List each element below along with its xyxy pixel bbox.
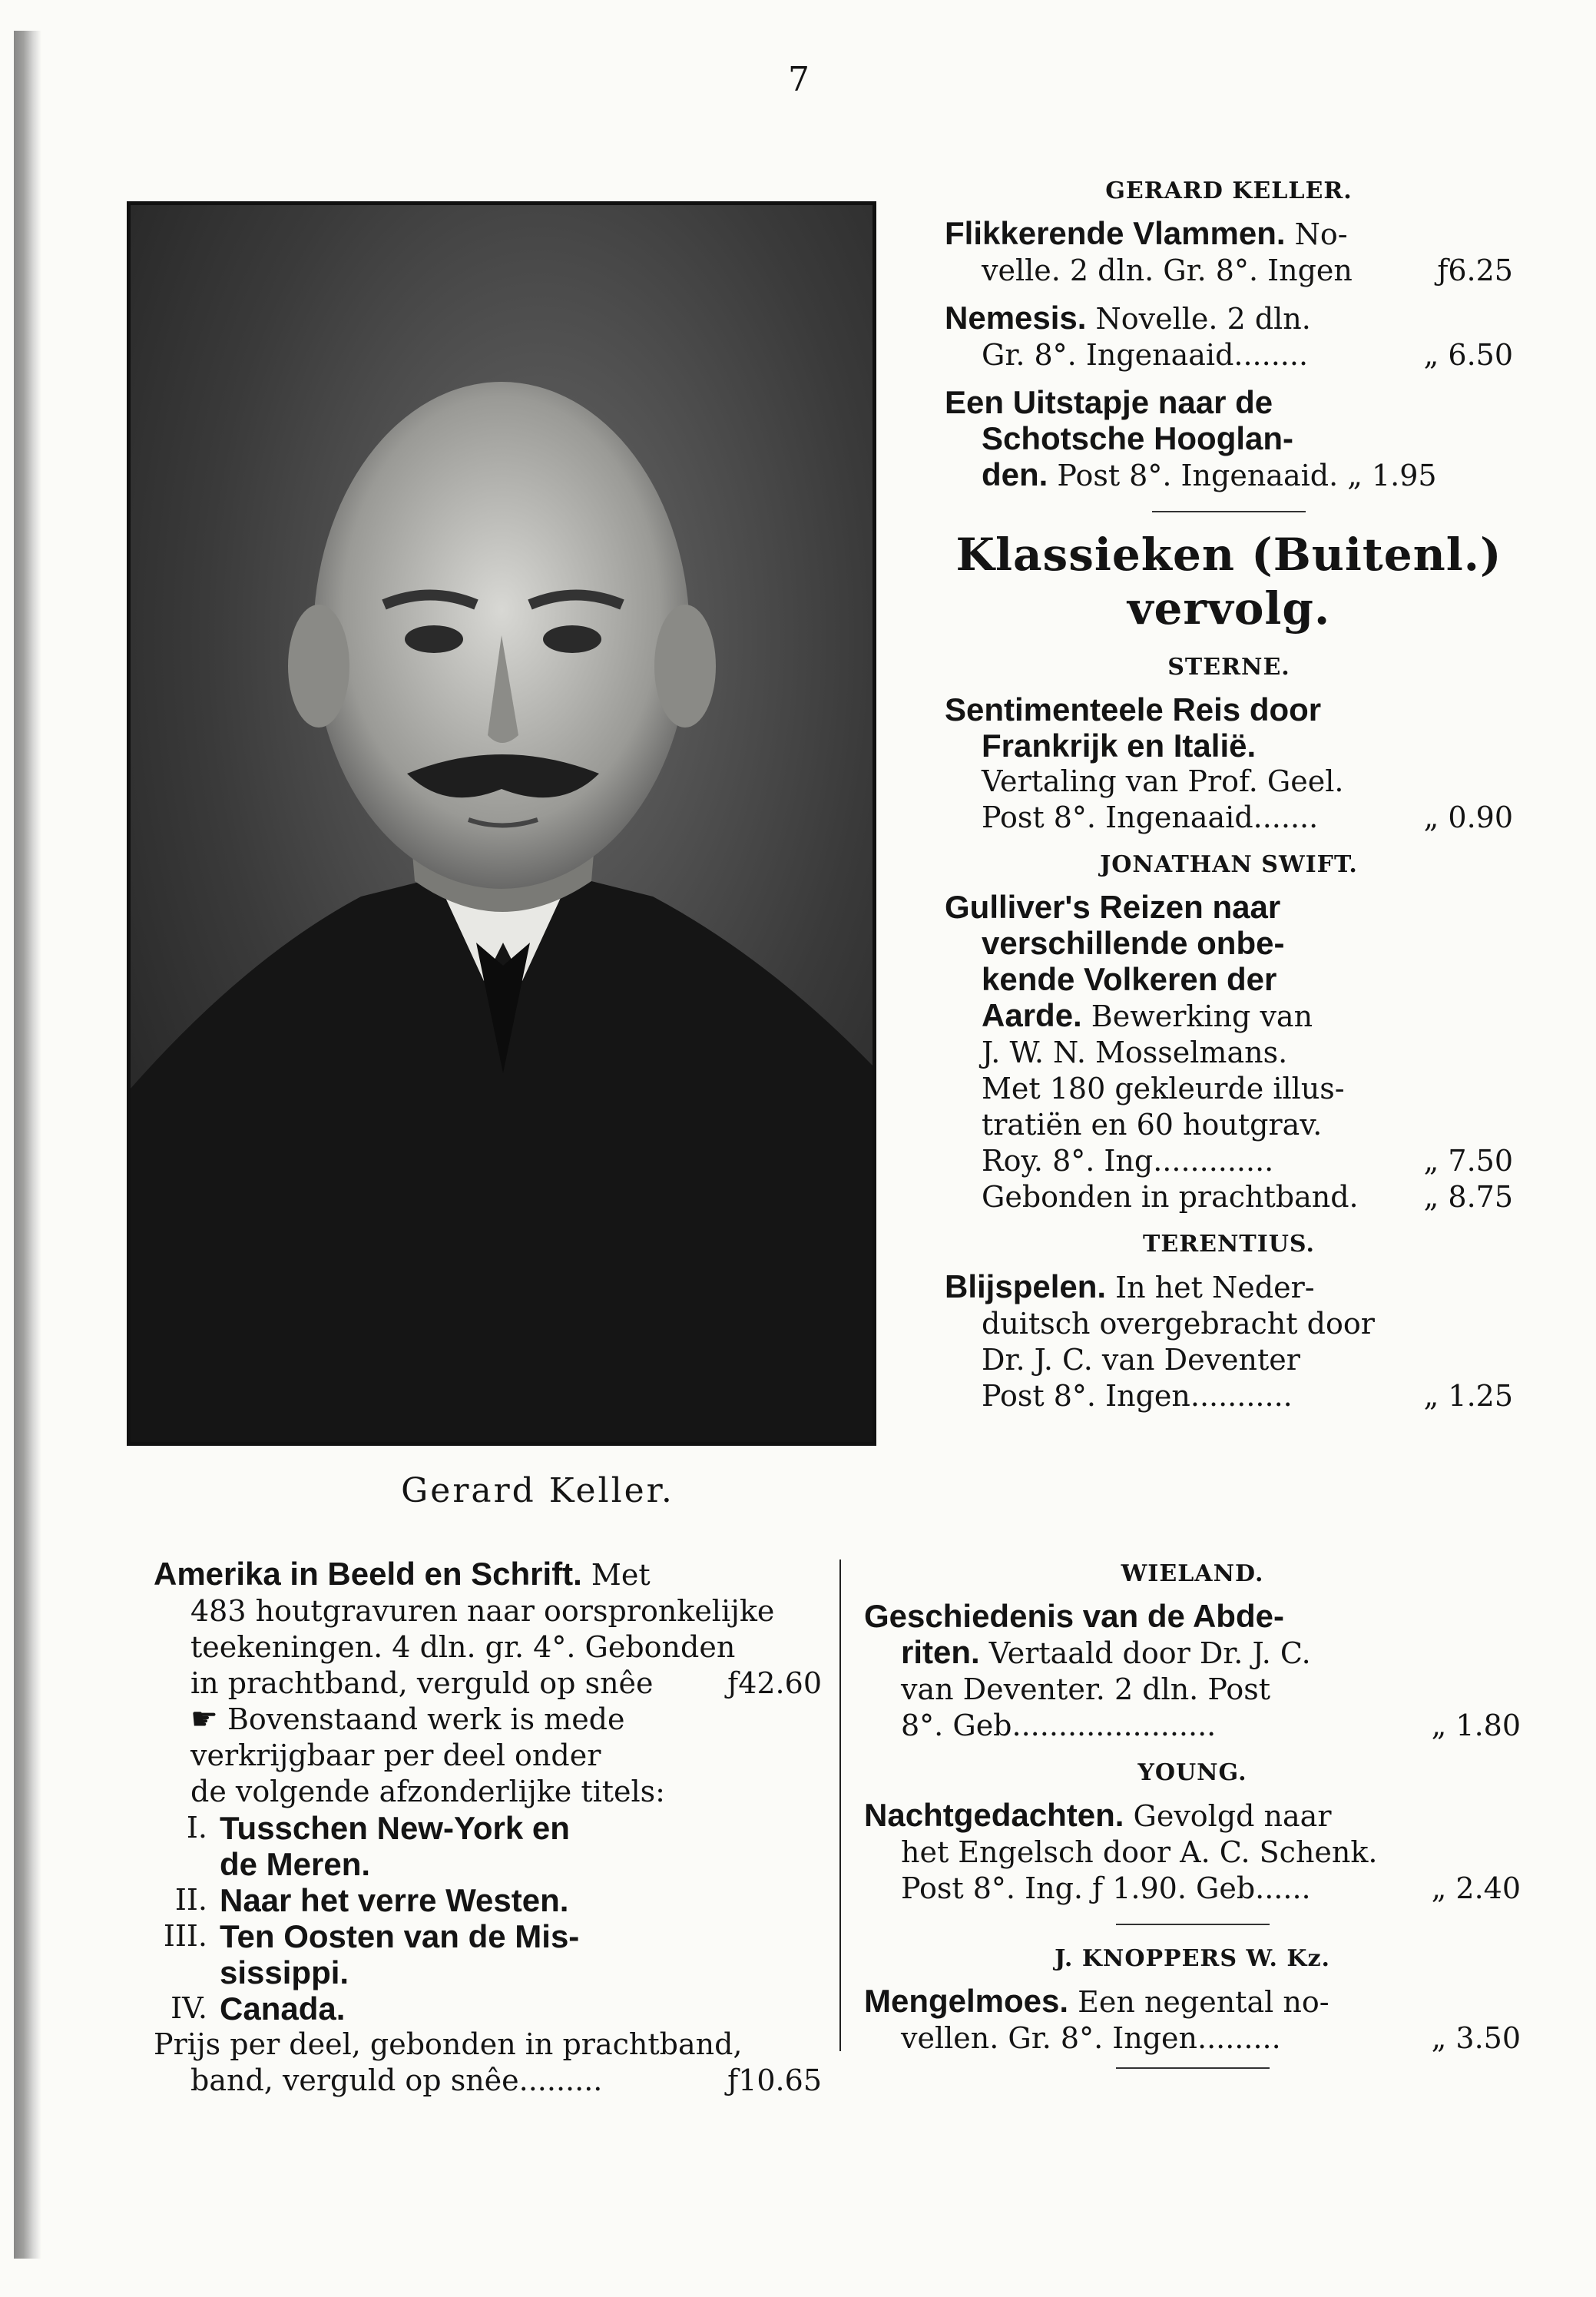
book-title: Nemesis.: [945, 300, 1087, 336]
left-bottom-column: [154, 1556, 822, 2099]
book-entry: [864, 1598, 1521, 1744]
list-item: [154, 1918, 822, 1990]
book-price: „ 7.50: [1423, 1144, 1513, 1178]
book-entry: [945, 691, 1513, 836]
book-detail: van Deventer. 2 dln. Post: [901, 1672, 1271, 1706]
list-title: de Meren.: [220, 1846, 371, 1882]
list-number: II.: [174, 1883, 207, 1917]
author-heading: JONATHAN SWIFT.: [1100, 851, 1358, 878]
section-heading-line: Klassieken (Buitenl.): [955, 529, 1502, 581]
book-detail: velle. 2 dln. Gr. 8°. Ingen: [982, 254, 1353, 287]
book-entry: [864, 1797, 1521, 1907]
book-detail: J. W. N. Mosselmans.: [982, 1036, 1288, 1069]
book-detail: Novelle. 2 dln.: [1086, 302, 1311, 336]
book-detail: Post 8°. Ingenaaid.......: [982, 800, 1319, 834]
book-detail: Post 8°. Ingenaaid. „ 1.95: [1048, 459, 1437, 492]
list-title: Naar het verre Westen.: [220, 1882, 569, 1918]
list-title: sissippi.: [220, 1954, 349, 1990]
book-title: Flikkerende Vlammen.: [945, 215, 1286, 251]
divider: [1116, 1924, 1270, 1925]
list-number: III.: [163, 1919, 207, 1953]
column-divider: [839, 1560, 841, 2051]
section-heading-line: vervolg.: [1127, 582, 1331, 635]
book-title: Amerika in Beeld en Schrift.: [154, 1556, 582, 1592]
author-heading: STERNE.: [1167, 654, 1290, 681]
book-detail: Een negental no-: [1068, 1985, 1329, 2019]
book-entry: [864, 1983, 1521, 2057]
author-heading: YOUNG.: [1137, 1759, 1247, 1786]
book-title: Geschiedenis van de Abde-: [864, 1598, 1284, 1634]
book-detail: 8°. Geb......................: [901, 1709, 1217, 1742]
book-detail: Post 8°. Ing. ƒ 1.90. Geb......: [901, 1871, 1311, 1905]
book-price: ƒ6.25: [1437, 254, 1513, 287]
book-detail: No-: [1285, 217, 1348, 251]
list-item: [154, 1990, 822, 2027]
list-title: Tusschen New-York en: [220, 1810, 570, 1846]
book-price: „ 1.25: [1423, 1379, 1513, 1413]
book-price: „ 1.80: [1431, 1709, 1521, 1742]
price-line: band, verguld op snêe.........: [190, 2063, 603, 2097]
book-entry: [945, 384, 1513, 494]
note-text: verkrijgbaar per deel onder: [190, 1738, 601, 1772]
divider: [1152, 511, 1306, 512]
book-spine-shadow: [14, 31, 41, 2259]
book-detail: Vertaald door Dr. J. C.: [979, 1636, 1311, 1670]
book-title: kende Volkeren der: [982, 961, 1277, 997]
author-heading: TERENTIUS.: [1143, 1231, 1315, 1258]
book-detail: 483 houtgravuren naar oorspronkelijke: [190, 1594, 775, 1628]
price-line: Prijs per deel, gebonden in prachtband,: [154, 2027, 743, 2061]
book-detail: het Engelsch door A. C. Schenk.: [901, 1835, 1378, 1869]
book-detail: Bewerking van: [1081, 999, 1313, 1033]
book-detail: Dr. J. C. van Deventer: [982, 1343, 1300, 1377]
book-entry: [945, 889, 1513, 1215]
book-detail: vellen. Gr. 8°. Ingen.........: [901, 2021, 1281, 2055]
list-item: [154, 1810, 822, 1882]
note-text: de volgende afzonderlijke titels:: [190, 1775, 665, 1808]
book-price: „ 8.75: [1423, 1180, 1513, 1214]
book-price: „ 6.50: [1423, 338, 1513, 372]
book-title: Schotsche Hooglan-: [982, 420, 1294, 456]
pointing-hand-icon: ☛: [190, 1702, 218, 1737]
book-detail: duitsch overgebracht door: [982, 1307, 1375, 1341]
book-price: ƒ10.65: [727, 2063, 822, 2097]
list-item: [154, 1882, 822, 1918]
book-price: „ 0.90: [1423, 800, 1513, 834]
book-price: „ 3.50: [1431, 2021, 1521, 2055]
book-detail: Gebonden in prachtband.: [982, 1180, 1359, 1214]
book-detail: Roy. 8°. Ing.............: [982, 1144, 1274, 1178]
book-title: Sentimenteele Reis door: [945, 691, 1322, 728]
portrait-caption: Gerard Keller.: [401, 1471, 674, 1510]
book-detail: teekeningen. 4 dln. gr. 4°. Gebonden: [190, 1630, 736, 1664]
author-heading: J. KNOPPERS W. Kz.: [1055, 1945, 1330, 1972]
list-number: I.: [186, 1811, 207, 1845]
book-detail: Vertaling van Prof. Geel.: [982, 764, 1344, 798]
book-title: Aarde.: [982, 997, 1082, 1033]
book-detail: Met: [581, 1558, 651, 1592]
book-title: Blijspelen.: [945, 1268, 1107, 1304]
author-heading: GERARD KELLER.: [1105, 177, 1353, 204]
book-detail: Gevolgd naar: [1124, 1799, 1332, 1833]
book-title: Nachtgedachten.: [864, 1797, 1124, 1833]
book-title: Gulliver's Reizen naar: [945, 889, 1281, 925]
book-entry: [945, 1268, 1513, 1414]
book-detail: Met 180 gekleurde illus-: [982, 1072, 1345, 1105]
book-entry: [945, 215, 1513, 289]
divider: [1116, 2067, 1270, 2069]
page-number: 7: [788, 60, 810, 99]
book-title: Frankrijk en Italië.: [982, 728, 1257, 764]
book-detail: Post 8°. Ingen...........: [982, 1379, 1293, 1413]
list-number: IV.: [171, 1991, 207, 2025]
book-title: Mengelmoes.: [864, 1983, 1069, 2019]
book-detail: tratiën en 60 houtgrav.: [982, 1108, 1323, 1142]
list-title: Ten Oosten van de Mis-: [220, 1918, 580, 1954]
portrait-illustration: [131, 205, 873, 1442]
book-detail: In het Neder-: [1106, 1271, 1315, 1304]
book-title: den.: [982, 456, 1048, 492]
right-bottom-column: [864, 1548, 1521, 2084]
book-detail: Gr. 8°. Ingenaaid........: [982, 338, 1309, 372]
book-title: riten.: [901, 1634, 980, 1670]
book-title: verschillende onbe-: [982, 925, 1285, 961]
book-title: Een Uitstapje naar de: [945, 384, 1273, 420]
right-top-column: [945, 165, 1513, 1425]
book-detail: in prachtband, verguld op snêe: [190, 1666, 654, 1700]
book-entry: [945, 300, 1513, 373]
book-price: ƒ42.60: [727, 1666, 822, 1700]
list-title: Canada.: [220, 1990, 346, 2027]
portrait-photo: [127, 201, 876, 1446]
author-heading: WIELAND.: [1121, 1560, 1264, 1587]
book-price: „ 2.40: [1431, 1871, 1521, 1905]
section-heading: [945, 528, 1513, 635]
note-text: Bovenstaand werk is mede: [227, 1702, 625, 1736]
